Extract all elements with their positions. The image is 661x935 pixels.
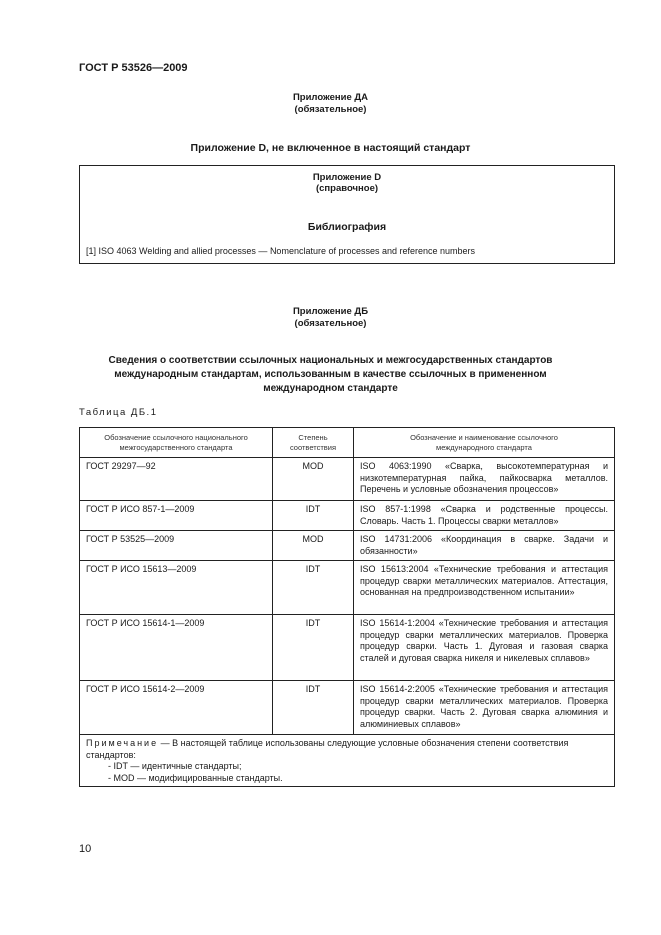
note-item-mod: - MOD — модифицированные стандарты. — [108, 772, 283, 783]
table-row: ГОСТ Р ИСО 15613—2009 IDT ISO 15613:2004 «Технические требования и аттестация процедур сварки металлических материалов. Аттестация, основанная на предпроизводственном испытании» — [80, 561, 615, 615]
annex-db-heading-line2: международным стандартам, использованным в качестве ссылочных в примененном — [114, 369, 547, 380]
annex-d-frame — [79, 165, 615, 264]
table-row: ГОСТ Р ИСО 15614-2—2009 IDT ISO 15614-2:2005 «Технические требования и аттестация процедур сварки металлических материалов. Проверка процедур сварки. Часть 2. Дуговая сварка алюминия и алюминиевых сплавов» — [80, 681, 615, 735]
table-label: Таблица ДБ.1 — [79, 407, 158, 418]
table-row: ГОСТ 29297—92 MOD ISO 4063:1990 «Сварка, высокотемпературная и низкотемпературная пайка, пайкосварка металлов. Перечень и условные обозначения процессов» — [80, 458, 615, 501]
bibliography-title: Библиография — [307, 221, 387, 233]
header-degree: Степень соответствия — [273, 428, 354, 458]
annex-db-title: Приложение ДБ — [292, 306, 369, 317]
page-number: 10 — [79, 843, 92, 855]
bibliography-entry: [1] ISO 4063 Welding and allied processes — Nomenclature of processes and reference numbers — [86, 246, 476, 256]
annex-db-status: (обязательное) — [294, 318, 367, 329]
header-ref-standard: Обозначение ссылочного национального межгосударственного стандарта — [80, 428, 273, 458]
annex-d-status: (справочное) — [315, 183, 379, 194]
document-header: ГОСТ Р 53526—2009 — [79, 62, 188, 74]
table-note — [80, 735, 615, 787]
table-row: ГОСТ Р ИСО 857-1—2009 IDT ISO 857-1:1998 «Сварка и родственные процессы. Словарь. Часть 1. Процессы сварки металлов» — [80, 501, 615, 531]
annex-da-title: Приложение ДА — [292, 92, 369, 103]
note-label: Примечание — [86, 738, 159, 748]
correspondence-table — [79, 427, 615, 787]
annex-db-heading-line3: международном стандарте — [263, 383, 398, 394]
table-row: ГОСТ Р 53525—2009 MOD ISO 14731:2006 «Координация в сварке. Задачи и обязанности» — [80, 531, 615, 561]
header-intl-standard: Обозначение и наименование ссылочного международного стандарта — [354, 428, 615, 458]
annex-da-status: (обязательное) — [294, 104, 367, 115]
note-text: — В настоящей таблице использованы следующие условные обозначения степени соответствия стандартов: — [86, 738, 569, 760]
annex-da-heading: Приложение D, не включенное в настоящий стандарт — [190, 142, 471, 154]
table-row: ГОСТ Р ИСО 15614-1—2009 IDT ISO 15614-1:2004 «Технические требования и аттестация процедур сварки металлических материалов. Проверка процедур сварки. Часть 1. Дуговая и газовая сварка сталей и дуговая сварка никеля и никелевых сплавов» — [80, 615, 615, 681]
table-note-row — [80, 735, 615, 787]
annex-db-heading-line1: Сведения о соответствии ссылочных национальных и межгосударственных стандартов — [108, 355, 553, 366]
annex-d-title: Приложение D — [312, 172, 382, 183]
note-item-idt: - IDT — идентичные стандарты; — [108, 761, 242, 771]
